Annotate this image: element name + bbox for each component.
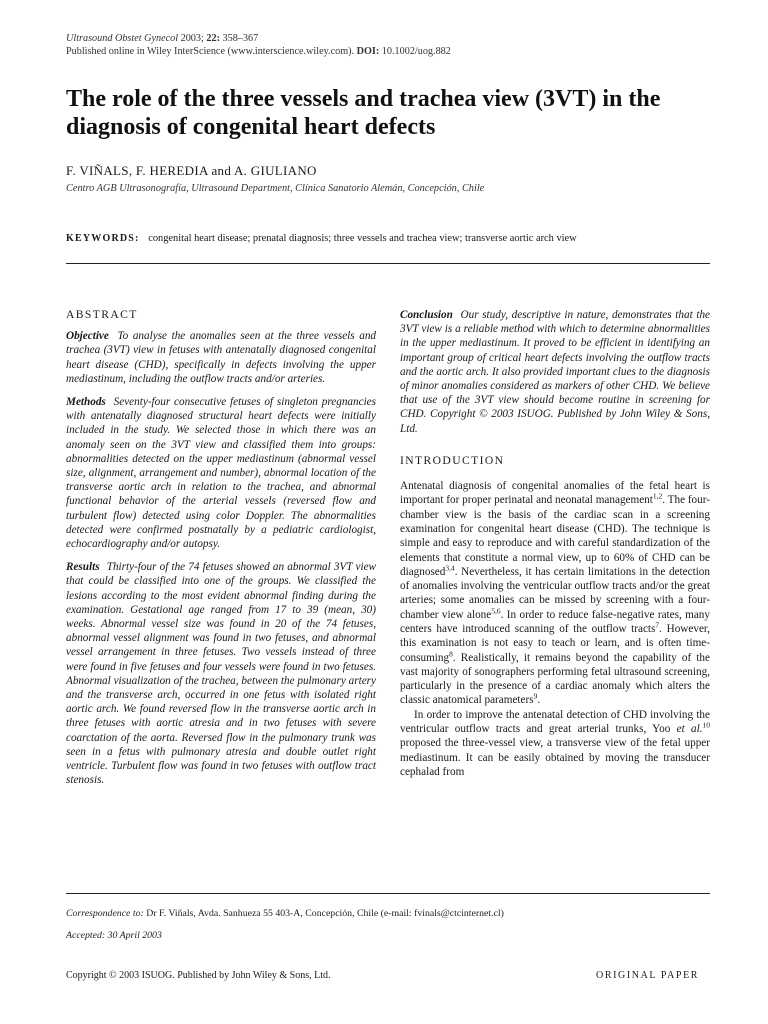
- footer-divider: [66, 893, 710, 894]
- methods-label: Methods: [66, 396, 106, 409]
- abstract-heading: ABSTRACT: [66, 308, 138, 321]
- citation-ref[interactable]: 7: [655, 620, 660, 630]
- citation-ref[interactable]: 10: [702, 720, 710, 730]
- correspondence-label: Correspondence to:: [66, 908, 144, 919]
- citation-ref[interactable]: 5,6: [491, 605, 501, 615]
- citation-ref[interactable]: 8: [449, 648, 453, 658]
- abstract-methods: [66, 395, 376, 551]
- journal-pages: 358–367: [222, 33, 259, 44]
- doi-link[interactable]: 10.1002/uog.882: [381, 46, 451, 57]
- intro-text-1a: Antenatal diagnosis of congenital anomalies of the fetal heart is important for proper perinatal and neonatal management: [400, 480, 710, 507]
- correspondence-text: Dr F. Viñals, Avda. Sanhueza 55 403-A, Concepción, Chile (e-mail: fvinals@ctcinternet.cl): [146, 908, 504, 919]
- keywords-label: KEYWORDS:: [66, 233, 140, 244]
- copyright-notice: Copyright © 2003 ISUOG. Published by John Wiley & Sons, Ltd.: [66, 970, 331, 981]
- journal-volume: 22:: [206, 33, 220, 44]
- intro-text-2b: proposed the three-vessel view, a transverse view of the fetal upper mediastinum. It can be easily obtained by moving the transducer cephalad from: [400, 737, 710, 778]
- objective-text: To analyse the anomalies seen at the three vessels and trachea (3VT) view in fetuses with antenatally diagnosed congenital heart disease (CHD), specifically in defects involving the upper mediastinum, including the outflow tracts and/or arteries.: [66, 330, 377, 385]
- intro-text-1c: . Nevertheless, it has certain limitations in the detection of anomalies involving the ventricular outflow tracts and/or the great arteries; some anomalies can be missed by screening with a four-chamber view alone: [400, 565, 710, 621]
- methods-text: Seventy-four consecutive fetuses of singleton pregnancies with antenatally diagnosed structural heart defects were initially included in the study. We selected those in which there was an anomaly seen on the 3VT view and classified them into groups: abnormalities detected on the upper mediastinum (abnormal vessel size, alignment, arrangement and number), abnormal location of the transverse aortic arch in relation to the trachea, and abnormal functional behavior of the arterial vessels (reversed flow and turbulent flow) detected using color Doppler. The abnormalities detected were confirmed postnatally by a pediatric cardiologist, echocardiography and/or autopsy.: [66, 396, 376, 551]
- published-line: Published online in Wiley InterScience (www.interscience.wiley.com).: [66, 46, 355, 57]
- accepted-date: [66, 930, 162, 941]
- citation-ref[interactable]: 1,2: [652, 491, 663, 501]
- objective-label: Objective: [66, 330, 109, 343]
- abstract-objective: [66, 329, 376, 386]
- results-text: Thirty-four of the 74 fetuses showed an abnormal 3VT view that could be classified into one of the groups. We classified the lesions according to the most evident abnormal finding during the examination. Gestational age ranged from 17 to 39 (mean, 30) weeks. Abnormal vessel size was found in 20 of the 74 fetuses, abnormal vessel alignment was found in two fetuses, and abnormal vessel arrangement in three fetuses. Two vessels instead of three were found in five fetuses and four vessels were found in two fetuses. Abnormal visualization of the trachea, between the pulmonary artery and the transverse arch, occurred in one fetus with isolated right aortic arch. We found reversed flow in the transverse aortic arch in three fetuses with aortic atresia and in two fetuses with severe coarctation of the aorta. Reversed flow in the pulmonary trunk was seen in a fetus with pulmonary atresia and double outlet right ventricle. Turbulent flow was found in two fetuses with outflow tract stenosis.: [66, 561, 376, 787]
- article-title: The role of the three vessels and trachea view (3VT) in the diagnosis of congenital heart defects: [66, 86, 661, 140]
- left-column: [66, 308, 376, 797]
- intro-text-1b: . The four-chamber view is the basis of the cardiac scan in a screening examination for congenital heart disease (CHD). The technique is simple and easy to reproduce and with careful standardization of the elements that constitute a normal view, up to 60% of CHD can be diagnosed: [400, 494, 710, 578]
- right-column: [400, 308, 710, 779]
- author-affiliation: Centro AGB Ultrasonografía, Ultrasound Department, Clínica Sanatorio Alemán, Concepción, Chile: [66, 183, 485, 194]
- keywords-text: congenital heart disease; prenatal diagnosis; three vessels and trachea view; transverse aortic arch view: [148, 233, 577, 244]
- introduction-heading: INTRODUCTION: [400, 453, 505, 467]
- intro-text-1g: .: [537, 694, 541, 707]
- correspondence: [66, 908, 504, 919]
- journal-name: Ultrasound Obstet Gynecol: [66, 33, 179, 44]
- intro-paragraph-2: [400, 708, 710, 779]
- abstract-results: [66, 560, 376, 787]
- intro-text-1e: . However, this examination is not easy to teach or learn, and is often time-consuming: [400, 623, 710, 664]
- citation-ref[interactable]: 3,4: [445, 563, 455, 573]
- conclusion-label: Conclusion: [400, 309, 453, 321]
- keywords: [66, 233, 577, 244]
- intro-text-1f: . Realistically, it remains beyond the capability of the vast majority of sonographers performing fetal ultrasound screening, particularly in the presence of a cardiac anomaly which alters the classic anatomical parameters: [400, 651, 710, 707]
- journal-citation: [66, 33, 258, 45]
- doi-label: DOI:: [356, 46, 380, 57]
- conclusion-text: Our study, descriptive in nature, demonstrates that the 3VT view is a reliable method with which to determine abnormalities in the upper mediastinum. It proved to be efficient in identifying an important group of critical heart defects involving the outflow tracts and the aortic arch. It also provided important clues to the diagnosis of minor anomalies considered as markers of other CHD. We believe that use of the 3VT view should become routine in screening for CHD. Copyright © 2003 ISUOG. Published by John Wiley & Sons, Ltd.: [400, 309, 710, 435]
- publication-info: [66, 46, 451, 58]
- paper-type-label: ORIGINAL PAPER: [596, 970, 700, 981]
- journal-year: 2003;: [180, 33, 204, 44]
- accepted-text: Accepted: 30 April 2003: [66, 930, 162, 941]
- abstract-conclusion: [400, 308, 710, 436]
- citation-ref[interactable]: 9: [533, 691, 538, 701]
- intro-text-1d: . In order to reduce false-negative rates, many centers have introduced scanning of the outflow tracts: [400, 608, 710, 635]
- intro-paragraph-1: [400, 479, 710, 708]
- author-list: F. VIÑALS, F. HEREDIA and A. GIULIANO: [66, 163, 317, 178]
- et-al: et al.: [676, 723, 703, 736]
- header-divider: [66, 263, 710, 264]
- results-label: Results: [66, 561, 100, 574]
- intro-text-2a: In order to improve the antenatal detection of CHD involving the ventricular outflow tracts and great arterial trunks, Yoo: [400, 708, 710, 736]
